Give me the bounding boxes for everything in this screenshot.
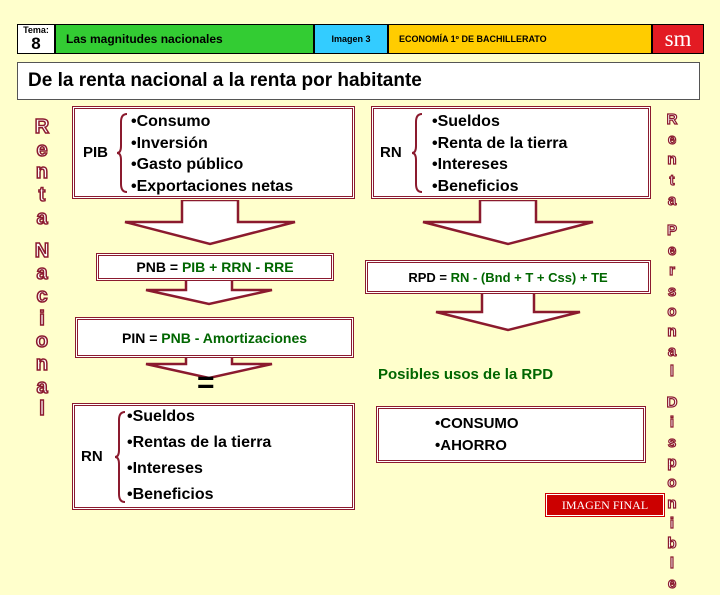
vertical-letter: a (36, 262, 48, 285)
rpd-formula (365, 260, 651, 294)
down-arrow-icon (418, 200, 598, 246)
renta-nacional-vertical (30, 116, 54, 421)
rn-item: •Beneficios (127, 486, 214, 503)
pib-item: •Gasto público (131, 156, 244, 173)
rpd-lhs: RPD = (408, 269, 451, 285)
rn-item: •Beneficios (432, 177, 519, 195)
vertical-letter: R (34, 116, 50, 138)
vertical-letter: n (667, 494, 677, 512)
vertical-letter: l (669, 363, 675, 381)
brace-icon (410, 112, 424, 194)
rn-item: •Intereses (127, 460, 203, 477)
vertical-letter: n (667, 323, 677, 341)
rn-box-bottom (72, 403, 355, 510)
vertical-letter: l (669, 555, 675, 573)
vertical-letter: P (666, 222, 677, 240)
down-arrow-icon (432, 292, 584, 332)
tema-badge (17, 24, 55, 54)
pib-item: •Consumo (131, 113, 211, 130)
vertical-letter: n (667, 151, 677, 169)
header-course: ECONOMÍA 1º DE BACHILLERATO (388, 24, 652, 54)
rpd-rhs: RN - (Bnd + T + Css) + TE (450, 269, 608, 285)
usos-item: •CONSUMO (435, 415, 519, 432)
pin-rhs: PNB - Amortizaciones (161, 329, 308, 346)
vertical-letter: t (38, 184, 46, 207)
pnb-formula (96, 253, 334, 281)
header-title: Las magnitudes nacionales (55, 24, 314, 54)
vertical-letter: c (36, 284, 48, 307)
renta-personal-disponible-vertical (658, 110, 686, 595)
pib-box (72, 106, 355, 199)
vertical-letter: n (35, 353, 49, 376)
vertical-letter: n (35, 161, 49, 184)
pnb-rhs: PIB + RRN - RRE (181, 259, 294, 275)
vertical-letter: r (669, 262, 675, 280)
slide-title: De la renta nacional a la renta por habitante (17, 62, 700, 100)
usos-box (376, 406, 646, 463)
vertical-letter: e (667, 242, 677, 260)
usos-item: •AHORRO (435, 436, 507, 454)
sm-logo: sm (652, 24, 704, 54)
vertical-letter: p (667, 454, 677, 472)
imagen-final-button[interactable]: IMAGEN FINAL (546, 494, 664, 516)
vertical-letter: a (36, 375, 48, 398)
pnb-lhs: PNB = (136, 259, 182, 275)
rn-box-top (371, 106, 651, 199)
vertical-letter: s (667, 434, 677, 452)
vertical-letter: a (667, 191, 677, 209)
down-arrow-icon (142, 278, 276, 306)
vertical-letter: i (669, 413, 675, 431)
rn-item: •Intereses (432, 156, 508, 173)
vertical-letter: o (667, 474, 677, 492)
vertical-letter: D (666, 393, 678, 411)
pib-item: •Exportaciones netas (131, 177, 294, 195)
vertical-letter: o (35, 330, 49, 353)
vertical-letter: i (669, 514, 675, 532)
header-image-label: Imagen 3 (314, 24, 388, 54)
rn-item: •Sueldos (127, 408, 195, 425)
vertical-letter: i (39, 307, 45, 330)
down-arrow-icon (120, 200, 300, 246)
brace-icon (115, 112, 129, 194)
vertical-letter: e (667, 131, 677, 149)
rn-item: •Rentas de la tierra (127, 434, 272, 451)
pib-tag: PIB (83, 144, 109, 161)
vertical-letter: a (36, 206, 48, 229)
vertical-letter: R (666, 111, 678, 128)
usos-title: Posibles usos de la RPD (378, 366, 554, 383)
vertical-letter: e (667, 575, 677, 593)
equals-sign: = (197, 366, 215, 399)
vertical-letter: N (34, 239, 50, 262)
pib-item: •Inversión (131, 134, 208, 152)
tema-number: 8 (31, 34, 41, 53)
vertical-letter: s (667, 282, 677, 300)
rn-item: •Renta de la tierra (432, 134, 568, 152)
vertical-letter: b (667, 535, 677, 553)
pin-lhs: PIN = (121, 329, 162, 346)
rn-tag: RN (380, 144, 402, 161)
vertical-letter: o (667, 302, 677, 320)
pin-formula (75, 317, 354, 358)
rn-item: •Sueldos (432, 113, 500, 130)
tema-label: Tema: (23, 25, 49, 35)
vertical-letter: l (39, 398, 45, 421)
brace-icon (113, 410, 127, 504)
vertical-letter: e (36, 138, 48, 161)
rn-tag: RN (81, 448, 103, 465)
vertical-letter: a (667, 343, 677, 361)
vertical-letter: t (669, 171, 675, 189)
